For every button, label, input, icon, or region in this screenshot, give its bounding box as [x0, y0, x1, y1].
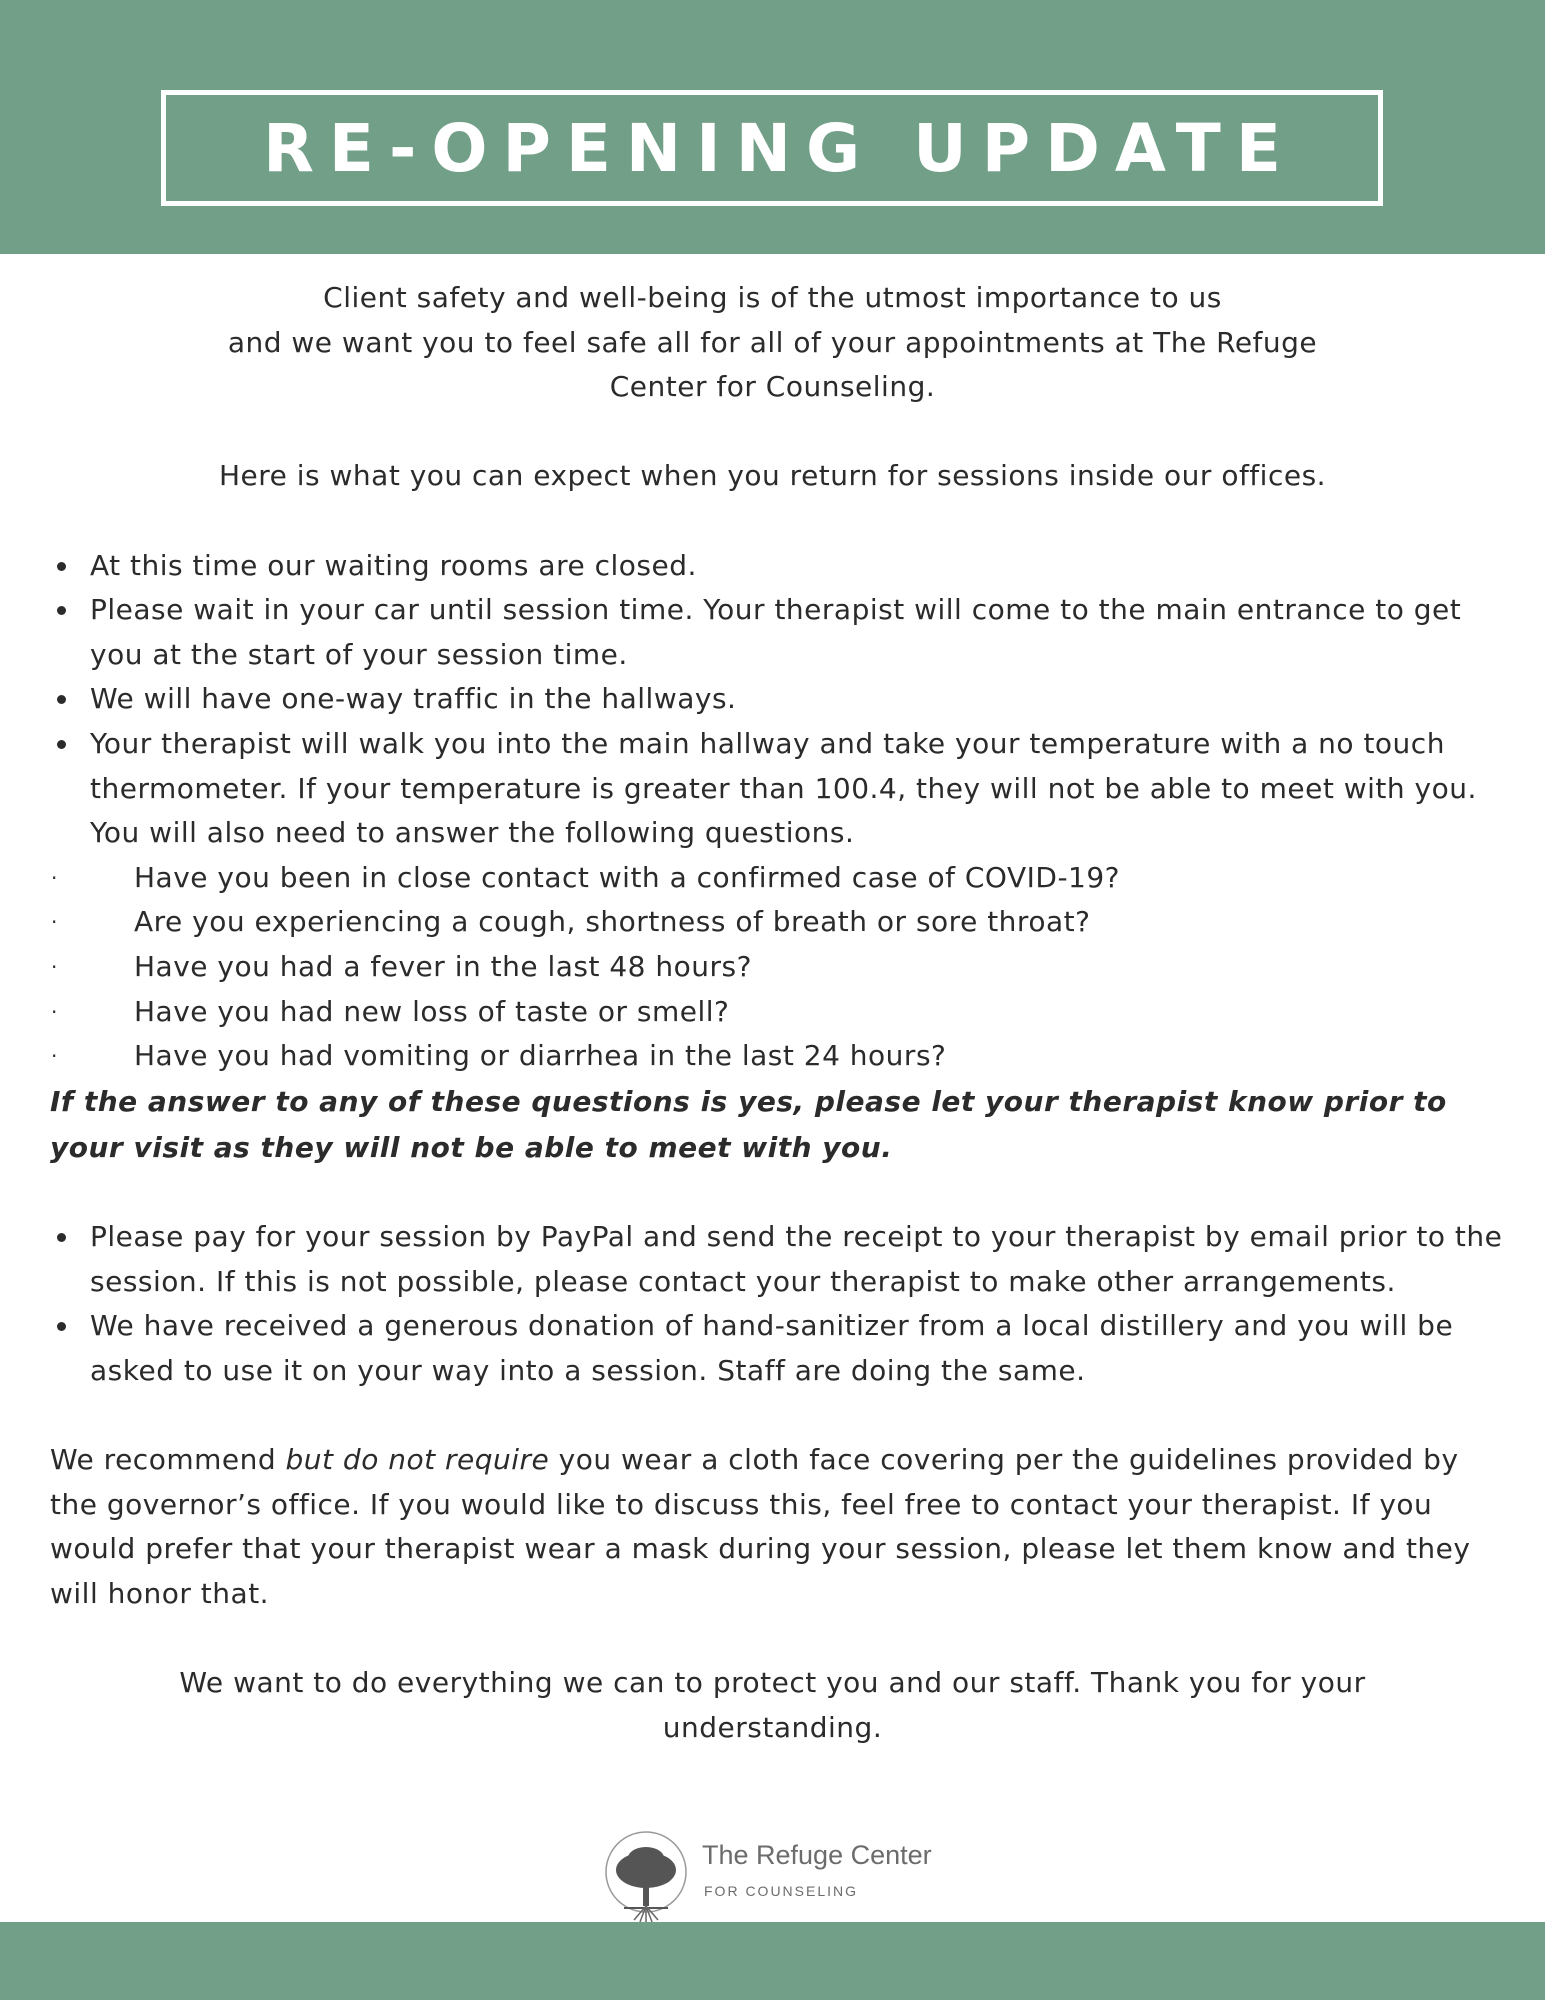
screening-questions: [50, 856, 1510, 1079]
question-bullet: ·: [51, 865, 58, 890]
intro-line: Center for Counseling.: [609, 370, 936, 404]
question-text: Are you experiencing a cough, shortness of breath or sore throat?: [134, 905, 1091, 939]
bullet-list-payment: [50, 1215, 1510, 1393]
bullet-dot-icon: [57, 1322, 66, 1331]
question-bullet: ·: [51, 910, 58, 935]
list-item-text: Please pay for your session by PayPal and send the receipt to your therapist by email prior to the session. If this is not possible, please contact your therapist to make other arrangements.: [90, 1220, 1503, 1298]
question-bullet: ·: [51, 999, 58, 1024]
footer-bar: [0, 1922, 1545, 2000]
mask-text-italic: but do not require: [285, 1443, 550, 1477]
question-item: [50, 900, 1510, 945]
document-body: [50, 276, 1510, 1750]
list-item-text: Your therapist will walk you into the main hallway and take your temperature with a no touch thermometer. If your temperature is greater than 100.4, they will not be able to meet with you. You will also need to answer the following questions.: [90, 726, 1477, 850]
question-bullet: ·: [51, 954, 58, 979]
list-item: [50, 588, 1510, 677]
list-item: [50, 1304, 1510, 1393]
emphasis-note: If the answer to any of these questions is yes, please let your therapist know prior to your visit as they will not be able to meet with you.: [50, 1084, 1447, 1164]
tree-icon: [604, 1830, 688, 1925]
list-item: [50, 544, 1510, 589]
list-item: [50, 722, 1510, 856]
page-title: RE-OPENING UPDATE: [263, 109, 1296, 187]
closing-block: [50, 1661, 1495, 1750]
list-item-text: Please wait in your car until session time. Your therapist will come to the main entrance to get you at the start of your session time.: [90, 593, 1462, 671]
closing-line: understanding.: [662, 1710, 883, 1744]
mask-paragraph: [50, 1438, 1510, 1616]
logo-name: The Refuge Center: [702, 1840, 932, 1870]
header-banner: [0, 0, 1545, 254]
bullet-dot-icon: [57, 695, 66, 704]
question-item: [50, 1034, 1510, 1079]
question-text: Have you had new loss of taste or smell?: [134, 994, 730, 1028]
bullet-dot-icon: [57, 606, 66, 615]
question-item: [50, 990, 1510, 1035]
question-item: [50, 945, 1510, 990]
intro-block: [50, 276, 1495, 499]
list-item: [50, 677, 1510, 722]
question-text: Have you had a fever in the last 48 hours?: [134, 949, 752, 983]
intro-line: and we want you to feel safe all for all of your appointments at The Refuge: [227, 325, 1318, 359]
refuge-center-logo: [604, 1830, 964, 1925]
question-text: Have you had vomiting or diarrhea in the last 24 hours?: [134, 1039, 947, 1073]
bullet-dot-icon: [57, 1233, 66, 1242]
expect-line: Here is what you can expect when you return for sessions inside our offices.: [218, 459, 1327, 493]
list-item-text: We will have one-way traffic in the hallways.: [90, 682, 737, 716]
mask-text-pre: We recommend: [50, 1443, 286, 1477]
question-item: [50, 856, 1510, 901]
list-item: [50, 1215, 1510, 1304]
list-item-text: We have received a generous donation of hand-sanitizer from a local distillery and you will be asked to use it on your way into a session. Staff are doing the same.: [90, 1309, 1454, 1388]
intro-line: Client safety and well-being is of the utmost importance to us: [323, 281, 1222, 314]
title-frame: [161, 90, 1383, 206]
list-item-text: At this time our waiting rooms are closed.: [90, 548, 697, 582]
mask-text-post: you wear a cloth face covering per the guidelines provided by the governor’s office. If you would like to discuss this, feel free to contact your therapist. If you would prefer that your therapist wear a mask during your session, please let them know and they will honor that.: [50, 1443, 1471, 1611]
logo-subtitle: FOR COUNSELING: [704, 1883, 859, 1899]
closing-line: We want to do everything we can to protect you and our staff. Thank you for your: [179, 1666, 1366, 1700]
bullet-dot-icon: [57, 562, 66, 571]
question-text: Have you been in close contact with a confirmed case of COVID-19?: [134, 860, 1121, 894]
bullet-list-arrival: [50, 544, 1510, 856]
bullet-dot-icon: [57, 740, 66, 749]
question-bullet: ·: [51, 1044, 58, 1069]
